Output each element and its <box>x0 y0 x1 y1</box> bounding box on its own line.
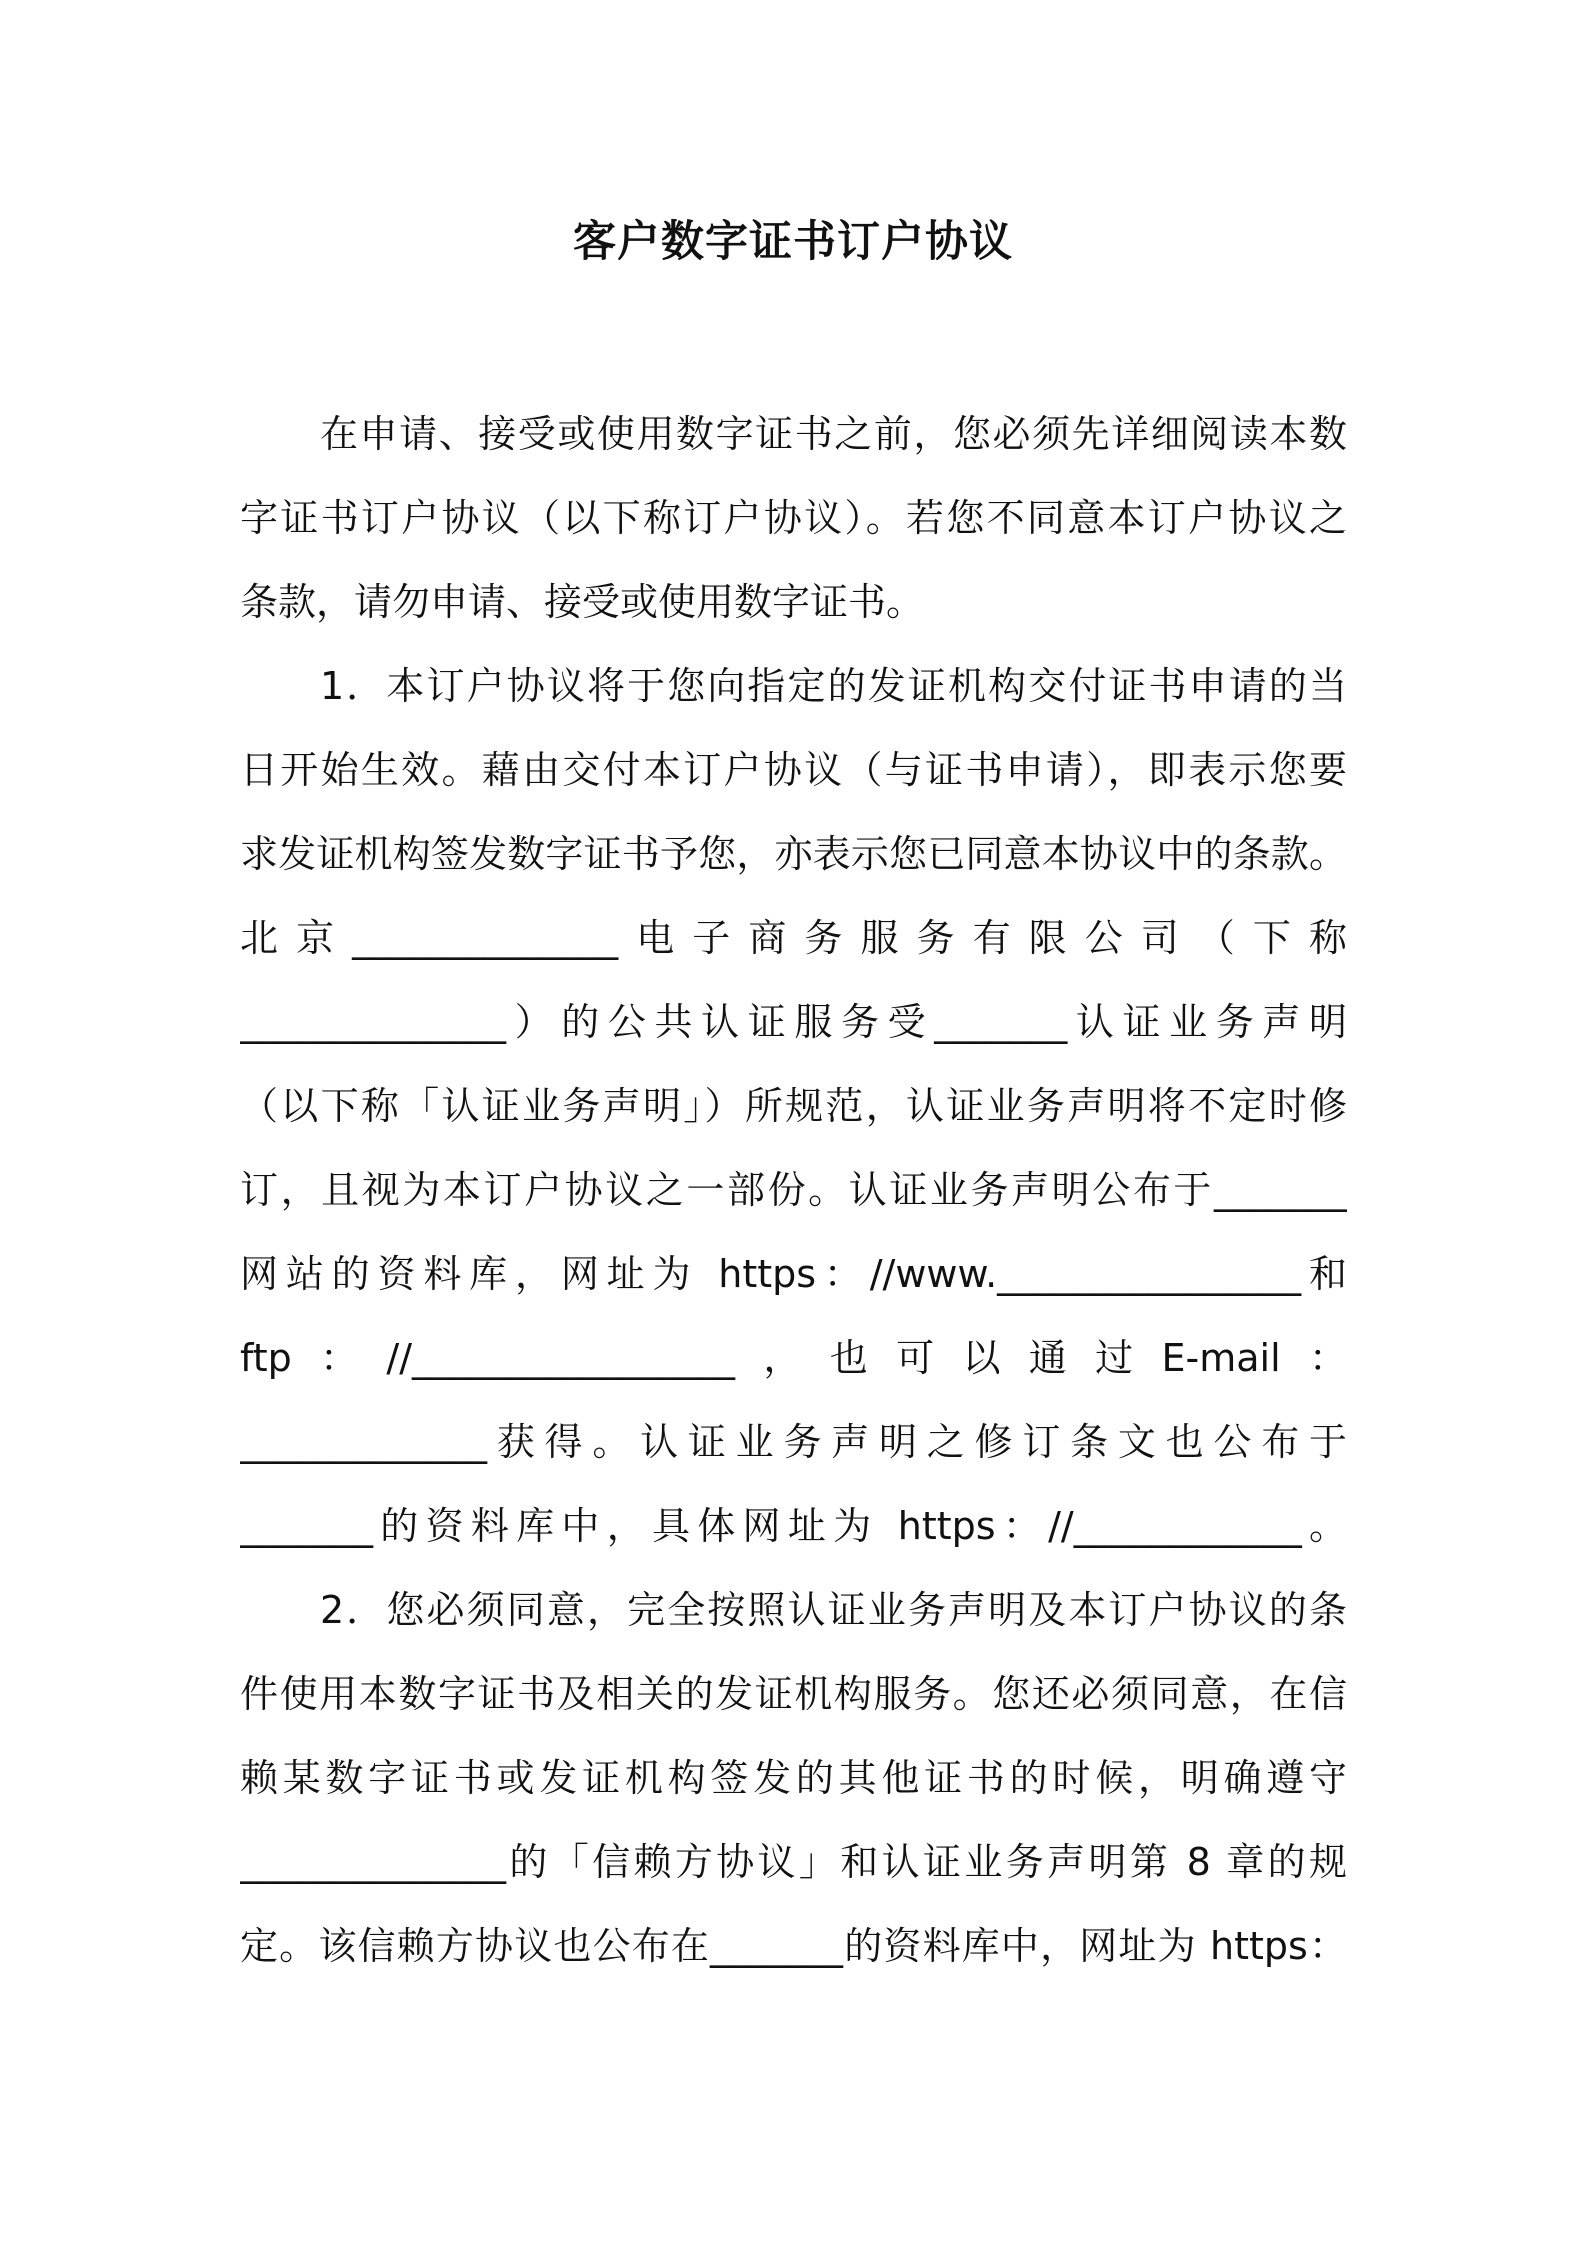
paragraph-line-clause1-1: 1．本订户协议将于您向指定的发证机构交付证书申请的当 <box>320 664 1347 708</box>
paragraph-line-clause2-3: 赖某数字证书或发证机构签发的其他证书的时候，明确遵守 <box>240 1756 1347 1800</box>
paragraph-line-clause1-5: ______________）的公共认证服务受_______认证业务声明 <box>240 1000 1347 1044</box>
paragraph-line-clause2-4: ______________的「信赖方协议」和认证业务声明第 8 章的规 <box>240 1840 1347 1884</box>
paragraph-line-intro-1: 在申请、接受或使用数字证书之前，您必须先详细阅读本数 <box>320 412 1347 456</box>
paragraph-line-clause1-3: 求发证机构签发数字证书予您，亦表示您已同意本协议中的条款。 <box>240 832 1347 876</box>
paragraph-line-clause1-4: 北京______________电子商务服务有限公司（下称 <box>240 916 1347 960</box>
paragraph-line-clause1-11: _______的资料库中，具体网址为 https：//____________。 <box>240 1504 1347 1548</box>
document-title: 客户数字证书订户协议 <box>573 217 1013 267</box>
paragraph-line-intro-3: 条款，请勿申请、接受或使用数字证书。 <box>240 580 925 624</box>
paragraph-line-clause1-10: _____________获得。认证业务声明之修订条文也公布于 <box>240 1420 1347 1464</box>
paragraph-line-clause1-9: ftp：//_________________，也可以通过E-mail： <box>240 1336 1347 1380</box>
paragraph-line-clause1-7: 订，且视为本订户协议之一部份。认证业务声明公布于_______ <box>240 1168 1347 1212</box>
paragraph-line-intro-2: 字证书订户协议（以下称订户协议）。若您不同意本订户协议之 <box>240 496 1347 540</box>
paragraph-line-clause1-2: 日开始生效。藉由交付本订户协议（与证书申请），即表示您要 <box>240 748 1347 792</box>
paragraph-line-clause2-2: 件使用本数字证书及相关的发证机构服务。您还必须同意，在信 <box>240 1672 1347 1716</box>
paragraph-line-clause2-1: 2．您必须同意，完全按照认证业务声明及本订户协议的条 <box>320 1588 1347 1632</box>
paragraph-line-clause1-6: （以下称「认证业务声明」）所规范，认证业务声明将不定时修 <box>240 1084 1347 1128</box>
paragraph-line-clause2-5: 定。该信赖方协议也公布在_______的资料库中，网址为 https： <box>240 1924 1347 1968</box>
paragraph-line-clause1-8: 网站的资料库，网址为 https：//www.________________和 <box>240 1252 1347 1296</box>
